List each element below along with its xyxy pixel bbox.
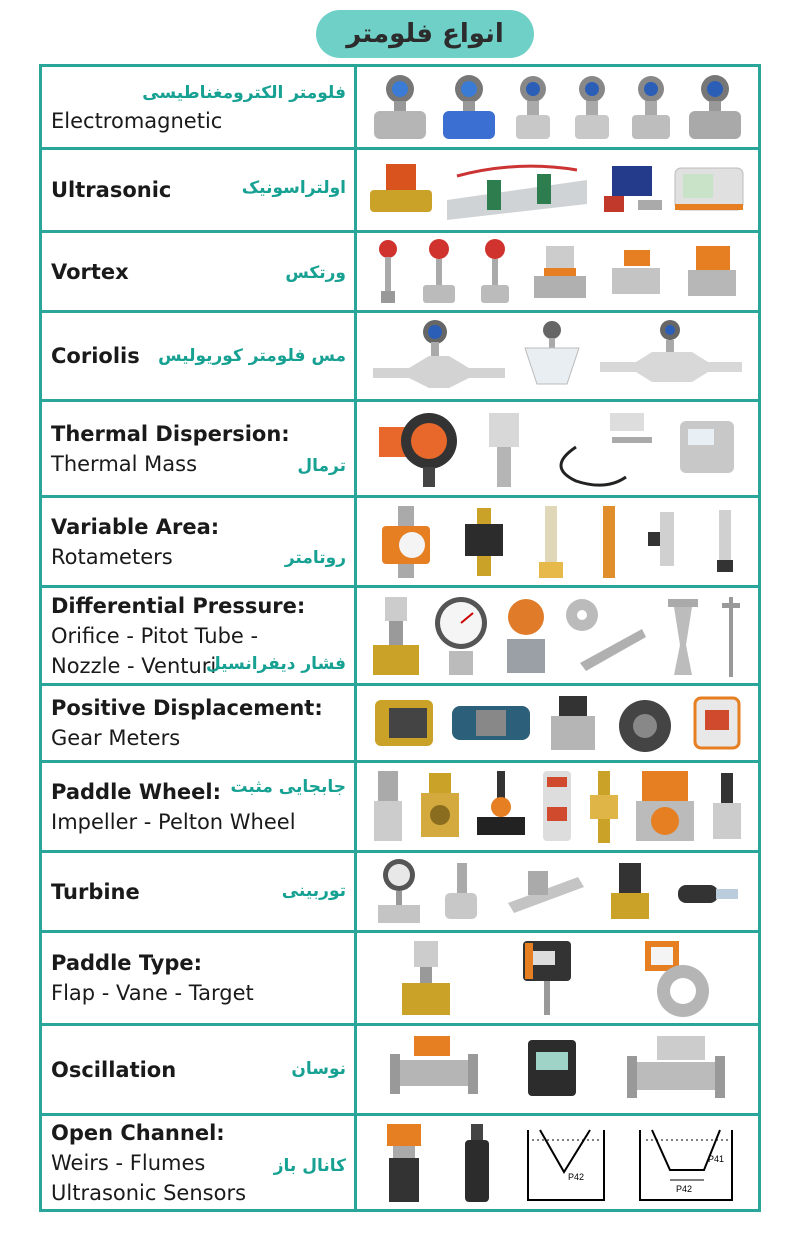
- flowmeter-table: [39, 64, 761, 1212]
- table-row-positive-displacement: [42, 686, 758, 760]
- oscillation-meter-icon: [384, 1030, 484, 1110]
- meter-images: [357, 233, 758, 310]
- persian-name: روتامتر: [284, 548, 346, 568]
- gear-meter-icon: [610, 690, 680, 756]
- turbine-meter-icon: [605, 857, 655, 927]
- table-row-paddle-wheel: [42, 763, 758, 850]
- row-label: [42, 588, 354, 683]
- handheld-ultrasonic-icon: [669, 160, 749, 220]
- persian-name: اولتراسونیک: [241, 178, 346, 198]
- thermal-meter-icon: [373, 407, 463, 491]
- english-name: Coriolis: [51, 344, 140, 368]
- english-subtitle: Orifice - Pitot Tube -: [51, 623, 259, 648]
- meter-images: [357, 402, 758, 495]
- electromagnetic-meter-icon: [567, 71, 617, 143]
- thermal-sensor-icon: [546, 407, 656, 491]
- english-subtitle-2: Nozzle - Venturi: [51, 653, 217, 678]
- english-subtitle: Impeller - Pelton Wheel: [51, 809, 296, 834]
- vortex-meter-icon: [530, 242, 590, 302]
- ultrasonic-transmitter-icon: [598, 160, 668, 220]
- electromagnetic-meter-icon: [439, 71, 499, 143]
- table-row-variable-area: [42, 498, 758, 585]
- vortex-meter-icon: [606, 242, 666, 302]
- english-name: Oscillation: [51, 1057, 177, 1082]
- page-title: انواع فلومتر: [316, 10, 534, 58]
- english-subtitle: Gear Meters: [51, 726, 181, 750]
- persian-name: جابجایی مثبت: [230, 777, 346, 797]
- persian-name: فشار دیفرانسیل: [205, 654, 346, 674]
- vortex-meter-icon: [373, 237, 403, 307]
- english-name: Thermal Dispersion:: [51, 421, 290, 446]
- english-name: Turbine: [51, 879, 140, 904]
- rotameter-icon: [646, 502, 686, 582]
- persian-name: نوسان: [291, 1059, 346, 1079]
- clamp-on-ultrasonic-icon: [437, 160, 597, 220]
- paddle-wheel-icon: [630, 767, 700, 847]
- paddle-wheel-icon: [707, 767, 747, 847]
- diagram-label: P41: [708, 1153, 725, 1164]
- rotameter-icon: [376, 502, 436, 582]
- ultrasonic-level-sensor-icon: [457, 1120, 497, 1206]
- trapezoidal-weir-diagram-icon: [636, 1120, 736, 1206]
- table-row-oscillation: [42, 1026, 758, 1113]
- oscillation-meter-icon: [621, 1030, 731, 1110]
- row-label: [42, 402, 354, 495]
- meter-images: [357, 853, 758, 930]
- turbine-meter-icon: [441, 857, 481, 927]
- flap-meter-icon: [396, 937, 456, 1019]
- coriolis-meter-icon: [369, 318, 509, 394]
- paddle-wheel-icon: [537, 767, 577, 847]
- persian-name: ورتکس: [285, 263, 346, 283]
- coriolis-meter-icon: [517, 318, 587, 394]
- oscillation-controller-icon: [522, 1030, 582, 1110]
- english-name: Vortex: [51, 259, 129, 284]
- english-subtitle: Weirs - Flumes: [51, 1150, 206, 1175]
- dp-meter-icon: [369, 593, 423, 679]
- v-notch-weir-diagram-icon: [524, 1120, 608, 1206]
- paddle-wheel-icon: [415, 767, 465, 847]
- table-row-turbine: [42, 853, 758, 930]
- english-name: Paddle Wheel:: [51, 779, 222, 804]
- pressure-gauge-icon: [431, 593, 491, 679]
- turbine-meter-icon: [374, 857, 424, 927]
- english-subtitle-2: Ultrasonic Sensors: [51, 1180, 247, 1205]
- meter-images: [357, 933, 758, 1023]
- row-label: [42, 1116, 354, 1209]
- gear-meter-icon: [369, 690, 439, 756]
- persian-name: توربینی: [281, 881, 346, 901]
- persian-name: مس فلومتر کوریولیس: [158, 346, 346, 366]
- thermal-meter-icon: [479, 407, 529, 491]
- paddle-wheel-icon: [584, 767, 624, 847]
- english-subtitle: Flap - Vane - Target: [51, 981, 254, 1005]
- turbine-meter-icon: [672, 857, 742, 927]
- row-label: [42, 763, 354, 850]
- meter-images: [357, 1026, 758, 1113]
- table-row-vortex: [42, 233, 758, 310]
- electromagnetic-meter-icon: [370, 71, 430, 143]
- meter-images: [357, 313, 758, 399]
- target-meter-icon: [639, 937, 719, 1019]
- table-row-ultrasonic: [42, 150, 758, 230]
- meter-images: [357, 67, 758, 147]
- meter-images: [357, 498, 758, 585]
- persian-name: ترمال: [297, 456, 346, 476]
- orifice-plate-icon: [560, 593, 650, 679]
- english-name: Open Channel:: [51, 1120, 225, 1145]
- vortex-meter-icon: [419, 237, 459, 307]
- meter-images: [357, 150, 758, 230]
- vortex-meter-icon: [475, 237, 515, 307]
- meter-images: [357, 686, 758, 760]
- table-row-open-channel: [42, 1116, 758, 1209]
- table-row-differential-pressure: [42, 588, 758, 683]
- rotameter-icon: [709, 502, 739, 582]
- rotameter-icon: [531, 502, 571, 582]
- meter-images: [357, 588, 758, 683]
- gear-meter-icon: [543, 690, 603, 756]
- table-row-coriolis: [42, 313, 758, 399]
- vortex-meter-icon: [682, 242, 742, 302]
- paddle-wheel-icon: [471, 767, 531, 847]
- coriolis-meter-icon: [596, 318, 746, 394]
- turbine-meter-icon: [498, 857, 588, 927]
- table-row-thermal: [42, 402, 758, 495]
- english-subtitle: Thermal Mass: [51, 451, 198, 476]
- electromagnetic-meter-icon: [685, 71, 745, 143]
- row-label: [42, 853, 354, 930]
- vane-meter-icon: [517, 937, 577, 1019]
- row-label: [42, 686, 354, 760]
- ultrasonic-inline-meter-icon: [366, 160, 436, 220]
- english-name: Electromagnetic: [51, 109, 223, 133]
- rotameter-icon: [459, 502, 509, 582]
- electromagnetic-meter-icon: [508, 71, 558, 143]
- dp-transmitter-icon: [499, 593, 553, 679]
- gear-meter-icon: [687, 690, 747, 756]
- english-name: Positive Displacement:: [51, 696, 323, 720]
- meter-images: [357, 763, 758, 850]
- english-name: Differential Pressure:: [51, 593, 306, 618]
- paddle-wheel-icon: [368, 767, 408, 847]
- meter-images: [357, 1116, 758, 1209]
- persian-name: فلومتر الکترومغناطیسی: [142, 83, 346, 103]
- row-label: [42, 1026, 354, 1113]
- rotameter-icon: [594, 502, 624, 582]
- gear-meter-icon: [446, 690, 536, 756]
- table-row-electromagnetic: [42, 67, 758, 147]
- english-name: Variable Area:: [51, 514, 220, 539]
- row-label: [42, 313, 354, 399]
- ultrasonic-level-sensor-icon: [379, 1120, 429, 1206]
- row-label: [42, 933, 354, 1023]
- english-name: Paddle Type:: [51, 951, 203, 975]
- diagram-label: P42: [676, 1183, 693, 1194]
- venturi-icon: [658, 593, 708, 679]
- thermal-meter-icon: [672, 407, 742, 491]
- english-subtitle: Rotameters: [51, 544, 173, 569]
- english-name: Ultrasonic: [51, 178, 172, 202]
- persian-name: کانال باز: [273, 1156, 346, 1176]
- diagram-label: P42: [568, 1171, 585, 1182]
- row-label: [42, 233, 354, 310]
- row-label: [42, 498, 354, 585]
- electromagnetic-meter-icon: [626, 71, 676, 143]
- row-label: [42, 150, 354, 230]
- row-label: [42, 67, 354, 147]
- pitot-tube-icon: [716, 593, 746, 679]
- table-row-paddle-type: [42, 933, 758, 1023]
